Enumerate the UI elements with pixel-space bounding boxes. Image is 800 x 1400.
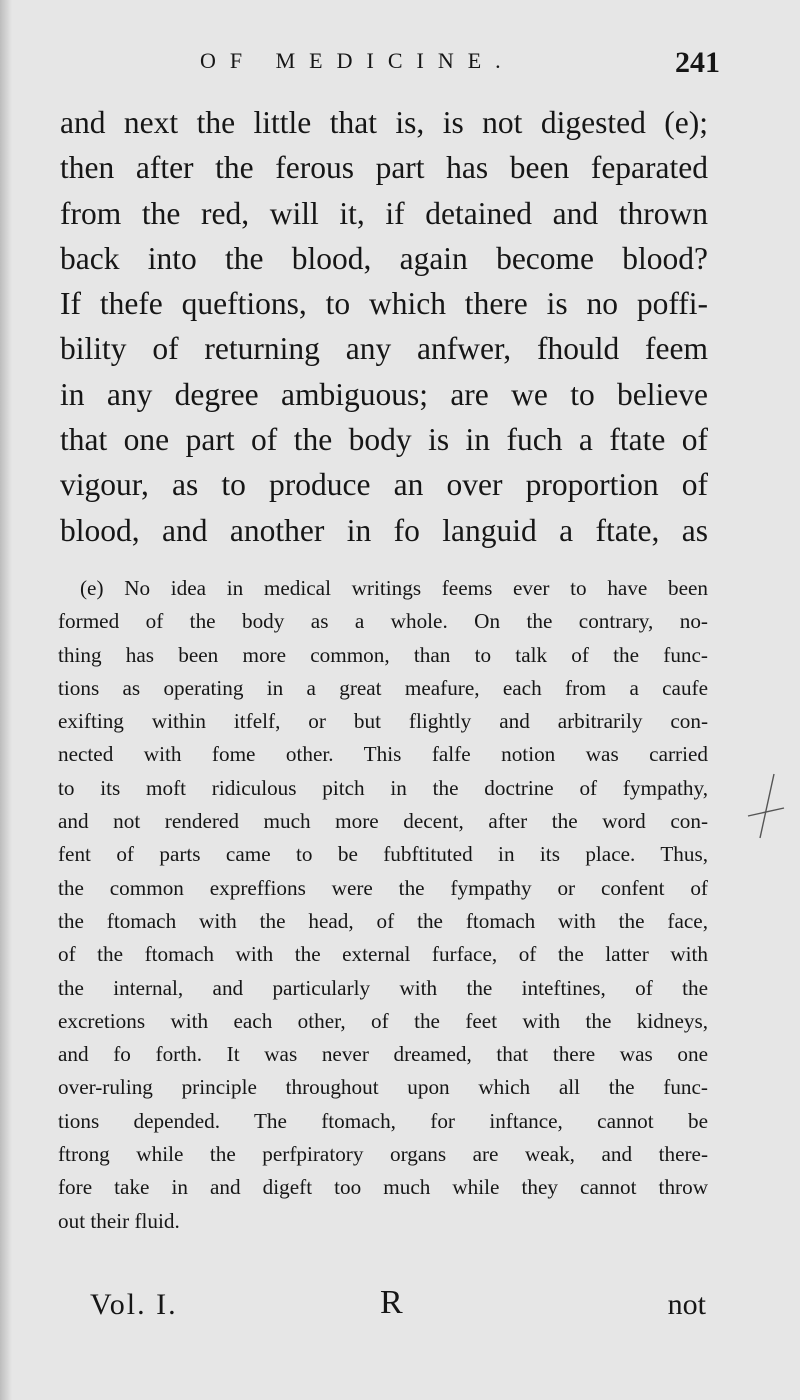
- footnote-line: ftrong while the perfpiratory organs are weak, and there-: [58, 1142, 708, 1167]
- text-line: that one part of the body is in fuch a ftate of: [60, 422, 708, 458]
- footnote-line: the internal, and particularly with the inteftines, of the: [58, 975, 708, 1000]
- text-line: from the red, will it, if detained and thrown: [60, 195, 708, 231]
- footnote-line: and not rendered much more decent, after the word con-: [58, 809, 708, 834]
- text-line: in any degree ambiguous; are we to believe: [60, 376, 708, 412]
- text-line: and next the little that is, is not digested (e);: [60, 105, 708, 140]
- footnote-line: fore take in and digeft too much while they cannot throw: [58, 1175, 708, 1200]
- footnote-line: tions as operating in a great meafure, each from a caufe: [58, 675, 708, 700]
- catchword: not: [667, 1288, 706, 1321]
- footnote-line: the common expreffions were the fympathy or confent of: [58, 875, 708, 900]
- signature-mark: R: [380, 1284, 403, 1321]
- footnote: [58, 572, 708, 1238]
- running-head: OF MEDICINE.: [200, 48, 515, 73]
- page-header: [60, 44, 720, 84]
- footnote-line: excretions with each other, of the feet with the kidneys,: [58, 1008, 708, 1033]
- margin-pencil-mark: [746, 772, 786, 842]
- text-line: back into the blood, again become blood?: [60, 240, 708, 276]
- page-number: 241: [675, 46, 720, 79]
- page-footer: [90, 1284, 706, 1330]
- volume-signature: Vol. I.: [90, 1288, 178, 1321]
- text-line: vigour, as to produce an over proportion of: [60, 467, 708, 503]
- text-line: bility of returning any anfwer, fhould feem: [60, 331, 708, 367]
- footnote-line: nected with fome other. This falfe notion was carried: [58, 742, 708, 767]
- page-edge-shadow: [0, 0, 12, 1400]
- text-line: then after the ferous part has been feparated: [60, 150, 708, 186]
- main-text: [60, 100, 708, 553]
- footnote-line: the ftomach with the head, of the ftomach with the face,: [58, 908, 708, 933]
- footnote-line: and fo forth. It was never dreamed, that there was one: [58, 1042, 708, 1067]
- footnote-line: tions depended. The ftomach, for inftance, cannot be: [58, 1108, 708, 1133]
- footnote-line: (e) No idea in medical writings feems ever to have been: [80, 576, 708, 600]
- footnote-line: over-ruling principle throughout upon which all the func-: [58, 1075, 708, 1100]
- footnote-line: to its moft ridiculous pitch in the doctrine of fympathy,: [58, 775, 708, 800]
- text-line: blood, and another in fo languid a ftate, as: [60, 512, 708, 548]
- footnote-line: exifting within itfelf, or but flightly and arbitrarily con-: [58, 709, 708, 734]
- footnote-line: formed of the body as a whole. On the contrary, no-: [58, 609, 708, 634]
- footnote-line: fent of parts came to be fubftituted in its place. Thus,: [58, 842, 708, 867]
- footnote-line: thing has been more common, than to talk of the func-: [58, 642, 708, 667]
- text-line: If thefe queftions, to which there is no poffi-: [60, 286, 708, 322]
- footnote-line: of the ftomach with the external furface, of the latter with: [58, 942, 708, 967]
- footnote-line: out their fluid.: [58, 1208, 180, 1233]
